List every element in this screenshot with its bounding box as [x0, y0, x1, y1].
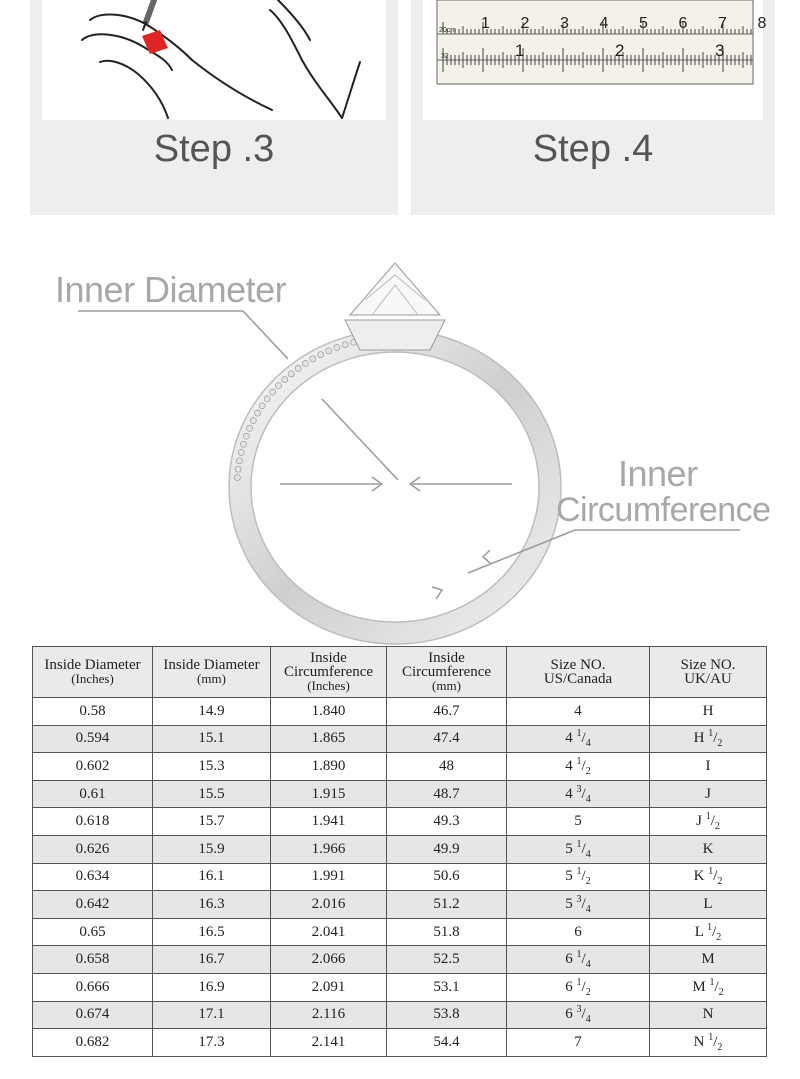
cell-value: 0.674 [75, 1006, 110, 1023]
header-text-line3: UK/AU [684, 671, 732, 687]
cell-value: 0.634 [75, 868, 110, 885]
cell-value: 1.840 [311, 702, 346, 719]
header-text-line3: (Inches) [307, 678, 350, 693]
cell-circumference-mm [387, 835, 507, 863]
finger-wrap-illustration [42, 0, 386, 120]
cell-diameter-inches [33, 863, 153, 891]
cell-size-uk [650, 1001, 767, 1029]
cell-size-us [507, 780, 650, 808]
ruler-cm-number: 5 [639, 15, 648, 32]
cell-value: 0.58 [79, 702, 106, 719]
table-row [33, 753, 767, 781]
cell-value: J [696, 813, 702, 830]
table-header-row [33, 647, 767, 698]
size-fraction: $^1/_2$ [707, 921, 722, 943]
cell-value: 16.7 [198, 951, 225, 968]
pave-stone [282, 377, 288, 383]
pave-stone [255, 410, 261, 416]
inner-diameter-label: Inner Diameter [55, 269, 287, 310]
pave-stone [288, 371, 294, 377]
cell-value: 1.991 [311, 868, 346, 885]
cell-diameter-mm [153, 698, 271, 726]
cell-value: 0.65 [79, 923, 106, 940]
cell-circumference-mm [387, 698, 507, 726]
pave-stone [236, 458, 242, 464]
step-3-label: Step .3 [153, 128, 275, 170]
header-text-line3: (Inches) [71, 671, 114, 686]
header-text-line1: Inside [428, 650, 465, 666]
cell-value: H [693, 730, 705, 747]
ruler-cm-number: 8 [757, 15, 767, 32]
ruler-icon [423, 0, 767, 120]
cell-diameter-inches [33, 808, 153, 836]
cell-circumference-inches [271, 725, 387, 753]
cell-value: 6 [574, 923, 582, 940]
header-text-line1: Inside [310, 650, 347, 666]
cell-diameter-mm [153, 725, 271, 753]
table-row [33, 808, 767, 836]
header-text-line2: Circumference [283, 664, 374, 680]
cell-value: M [701, 951, 715, 968]
cell-diameter-mm [153, 808, 271, 836]
cell-value: 0.666 [75, 978, 110, 995]
cell-value: 2.091 [311, 978, 346, 995]
pave-stone [275, 383, 281, 389]
cell-value: 48.7 [433, 785, 460, 802]
table-row [33, 918, 767, 946]
cell-value: 2.141 [311, 1033, 346, 1050]
size-fraction: $^1/_2$ [708, 1031, 723, 1053]
header-inside-circumference-mm [387, 647, 507, 698]
ruler-bottom-unit: 32 [441, 53, 449, 60]
cell-value: 1.941 [311, 813, 346, 830]
ruler-cm-number: 2 [520, 15, 530, 32]
ruler-inch-number: 2 [615, 41, 625, 60]
size-fraction: $^1/_2$ [708, 866, 723, 888]
cell-value: 49.9 [433, 840, 460, 857]
cell-value: 1.890 [311, 757, 346, 774]
cell-size-us [507, 918, 650, 946]
ring-size-table [32, 646, 767, 1057]
cell-value: 48 [439, 757, 454, 774]
cell-size-uk [650, 946, 767, 974]
cell-value: 5 [565, 840, 573, 857]
pave-stone [235, 466, 241, 472]
cell-value: 15.5 [198, 785, 225, 802]
cell-value: 52.5 [433, 951, 460, 968]
header-text-line3: US/Canada [543, 671, 613, 687]
size-fraction: $^1/_4$ [576, 838, 591, 860]
table-row [33, 863, 767, 891]
size-fraction: $^1/_2$ [705, 811, 720, 833]
cell-value: 47.4 [433, 730, 460, 747]
cell-size-us [507, 1001, 650, 1029]
cell-diameter-inches [33, 891, 153, 919]
ruler-inch-number: 1 [515, 41, 525, 60]
cell-size-us [507, 891, 650, 919]
ruler-cm-number: 7 [718, 15, 727, 32]
cell-size-uk [650, 808, 767, 836]
cell-size-uk [650, 918, 767, 946]
cell-size-us [507, 808, 650, 836]
cell-value: 5 [565, 895, 573, 912]
cell-value: 16.1 [198, 868, 225, 885]
header-text-line1: Size NO. [680, 657, 736, 673]
cell-value: 7 [574, 1033, 582, 1050]
cell-circumference-mm [387, 1029, 507, 1057]
cell-circumference-inches [271, 1001, 387, 1029]
cell-size-us [507, 863, 650, 891]
size-fraction: $^3/_4$ [576, 1004, 591, 1026]
cell-circumference-inches [271, 918, 387, 946]
pave-stone [318, 352, 324, 358]
cell-value: L [694, 923, 704, 940]
cell-circumference-inches [271, 835, 387, 863]
pave-stone [334, 345, 340, 351]
cell-circumference-inches [271, 946, 387, 974]
pave-stone [295, 365, 301, 371]
cell-size-uk [650, 725, 767, 753]
cell-value: 1.966 [311, 840, 346, 857]
cell-value: 53.1 [433, 978, 460, 995]
cell-size-uk [650, 753, 767, 781]
pave-stone [270, 389, 276, 395]
pave-stone [259, 403, 265, 409]
cell-circumference-mm [387, 808, 507, 836]
cell-value: 15.7 [198, 813, 225, 830]
cell-diameter-inches [33, 918, 153, 946]
ruler-top-unit: 20cm [439, 27, 457, 34]
cell-value: 0.602 [75, 757, 110, 774]
cell-size-us [507, 973, 650, 1001]
cell-circumference-mm [387, 918, 507, 946]
size-fraction: $^1/_2$ [576, 755, 591, 777]
cell-value: 0.658 [75, 951, 110, 968]
cell-value: 16.9 [198, 978, 225, 995]
cell-value: K [693, 868, 705, 885]
cell-circumference-inches [271, 753, 387, 781]
cell-value: 6 [565, 978, 573, 995]
cell-size-uk [650, 835, 767, 863]
pave-stone [250, 418, 256, 424]
cell-value: 16.5 [198, 923, 225, 940]
size-fraction: $^1/_4$ [576, 949, 591, 971]
cell-diameter-inches [33, 835, 153, 863]
cell-value: 2.016 [311, 895, 346, 912]
table-row [33, 1001, 767, 1029]
ruler-cm-number: 3 [560, 15, 569, 32]
cell-size-us [507, 835, 650, 863]
ruler-illustration [423, 0, 767, 120]
cell-circumference-inches [271, 891, 387, 919]
cell-value: N [693, 1033, 705, 1050]
header-text-line1: Size NO. [550, 657, 606, 673]
cell-size-uk [650, 973, 767, 1001]
size-fraction: $^3/_4$ [576, 893, 591, 915]
cell-value: 17.3 [198, 1033, 225, 1050]
cell-circumference-inches [271, 698, 387, 726]
cell-value: 50.6 [433, 868, 460, 885]
cell-value: J [705, 785, 711, 802]
cell-value: 5 [565, 868, 573, 885]
header-size-us-canada [507, 647, 650, 698]
table-row [33, 835, 767, 863]
header-text-line1: Inside Diameter [44, 657, 141, 673]
cell-diameter-inches [33, 725, 153, 753]
cell-circumference-mm [387, 753, 507, 781]
size-fraction: $^1/_2$ [576, 866, 591, 888]
cell-value: 16.3 [198, 895, 225, 912]
inner-circumference-label-line1: Inner [618, 453, 698, 494]
cell-value: 1.915 [311, 785, 346, 802]
ring-measurement-diagram [0, 225, 800, 640]
ruler-cm-number: 6 [678, 15, 688, 32]
cell-circumference-mm [387, 863, 507, 891]
cell-diameter-mm [153, 863, 271, 891]
cell-value: 49.3 [433, 813, 460, 830]
cell-value: 17.1 [198, 1006, 225, 1023]
cell-value: 1.865 [311, 730, 346, 747]
cell-size-uk [650, 698, 767, 726]
pave-stone [264, 396, 270, 402]
cell-size-uk [650, 780, 767, 808]
ruler-cm-number: 1 [481, 15, 490, 32]
header-text-line3: (mm) [197, 671, 226, 686]
cell-value: 15.1 [198, 730, 225, 747]
cell-diameter-inches [33, 753, 153, 781]
cell-value: M [692, 978, 706, 995]
pave-stone [238, 449, 244, 455]
pave-stone [247, 425, 253, 431]
cell-circumference-inches [271, 1029, 387, 1057]
cell-diameter-mm [153, 891, 271, 919]
cell-circumference-inches [271, 808, 387, 836]
size-fraction: $^1/_2$ [576, 976, 591, 998]
cell-value: 0.626 [75, 840, 110, 857]
header-text-line2: Circumference [401, 664, 492, 680]
table-row [33, 725, 767, 753]
cell-value: 2.116 [311, 1006, 346, 1023]
cell-value: 53.8 [433, 1006, 460, 1023]
pave-stone [241, 441, 247, 447]
size-fraction: $^1/_4$ [576, 728, 591, 750]
hand-with-paper-strip-icon [42, 0, 386, 120]
cell-circumference-inches [271, 780, 387, 808]
cell-value: 0.682 [75, 1033, 110, 1050]
cell-circumference-mm [387, 973, 507, 1001]
cell-value: 14.9 [198, 702, 225, 719]
size-fraction: $^1/_2$ [708, 728, 723, 750]
table-row [33, 973, 767, 1001]
cell-size-uk [650, 1029, 767, 1057]
cell-diameter-mm [153, 835, 271, 863]
cell-value: 4 [565, 757, 573, 774]
size-fraction: $^1/_2$ [709, 976, 724, 998]
cell-value: L [703, 895, 713, 912]
cell-value: N [702, 1006, 714, 1023]
cell-value: 2.066 [311, 951, 346, 968]
header-inside-circumference-inches [271, 647, 387, 698]
cell-value: 4 [565, 730, 573, 747]
header-text-line1: Inside Diameter [163, 657, 260, 673]
cell-diameter-mm [153, 946, 271, 974]
cell-value: 46.7 [433, 702, 460, 719]
table-body [33, 698, 767, 1057]
cell-value: 51.2 [433, 895, 460, 912]
cell-diameter-inches [33, 698, 153, 726]
cell-value: 4 [565, 785, 573, 802]
table-row [33, 946, 767, 974]
pave-stone [234, 475, 240, 481]
table-row [33, 698, 767, 726]
cell-size-us [507, 946, 650, 974]
cell-size-us [507, 753, 650, 781]
cell-value: 4 [574, 702, 582, 719]
pave-stone [310, 356, 316, 362]
cell-circumference-mm [387, 780, 507, 808]
cell-size-us [507, 698, 650, 726]
pave-stone [243, 433, 249, 439]
ruler-cm-number: 4 [599, 15, 609, 32]
size-fraction: $^3/_4$ [576, 783, 591, 805]
cell-diameter-mm [153, 973, 271, 1001]
cell-circumference-inches [271, 973, 387, 1001]
header-inside-diameter-inches [33, 647, 153, 698]
ruler-inch-number: 3 [715, 41, 725, 60]
pave-stone [326, 348, 332, 354]
cell-value: 15.3 [198, 757, 225, 774]
cell-size-uk [650, 863, 767, 891]
step-4-panel [411, 0, 775, 215]
cell-value: K [702, 840, 714, 857]
inner-circumference-label-line2: Circumference [556, 491, 771, 529]
cell-diameter-mm [153, 780, 271, 808]
cell-size-us [507, 1029, 650, 1057]
header-text-line3: (mm) [432, 678, 461, 693]
cell-value: 6 [565, 1006, 573, 1023]
cell-value: 0.61 [79, 785, 106, 802]
cell-value: I [705, 757, 711, 774]
cell-value: 0.594 [75, 730, 110, 747]
cell-value: 6 [565, 951, 573, 968]
cell-diameter-mm [153, 1029, 271, 1057]
cell-circumference-mm [387, 891, 507, 919]
cell-diameter-mm [153, 1001, 271, 1029]
table-row [33, 891, 767, 919]
cell-value: 5 [574, 813, 582, 830]
cell-circumference-mm [387, 946, 507, 974]
cell-value: 2.041 [311, 923, 346, 940]
table-row [33, 780, 767, 808]
cell-value: 54.4 [433, 1033, 460, 1050]
cell-diameter-mm [153, 753, 271, 781]
cell-value: 0.618 [75, 813, 110, 830]
pave-stone [302, 360, 308, 366]
step-3-panel [30, 0, 398, 215]
header-inside-diameter-mm [153, 647, 271, 698]
cell-circumference-inches [271, 863, 387, 891]
cell-circumference-mm [387, 1001, 507, 1029]
cell-diameter-inches [33, 946, 153, 974]
cell-diameter-inches [33, 973, 153, 1001]
cell-value: 51.8 [433, 923, 460, 940]
cell-diameter-inches [33, 780, 153, 808]
table-row [33, 1029, 767, 1057]
cell-value: H [702, 702, 714, 719]
cell-size-us [507, 725, 650, 753]
header-size-uk-au [650, 647, 767, 698]
cell-diameter-inches [33, 1001, 153, 1029]
cell-diameter-mm [153, 918, 271, 946]
cell-diameter-inches [33, 1029, 153, 1057]
cell-circumference-mm [387, 725, 507, 753]
step-4-label: Step .4 [532, 128, 654, 170]
cell-size-uk [650, 891, 767, 919]
cell-value: 0.642 [75, 895, 110, 912]
cell-value: 15.9 [198, 840, 225, 857]
pave-stone [342, 342, 348, 348]
